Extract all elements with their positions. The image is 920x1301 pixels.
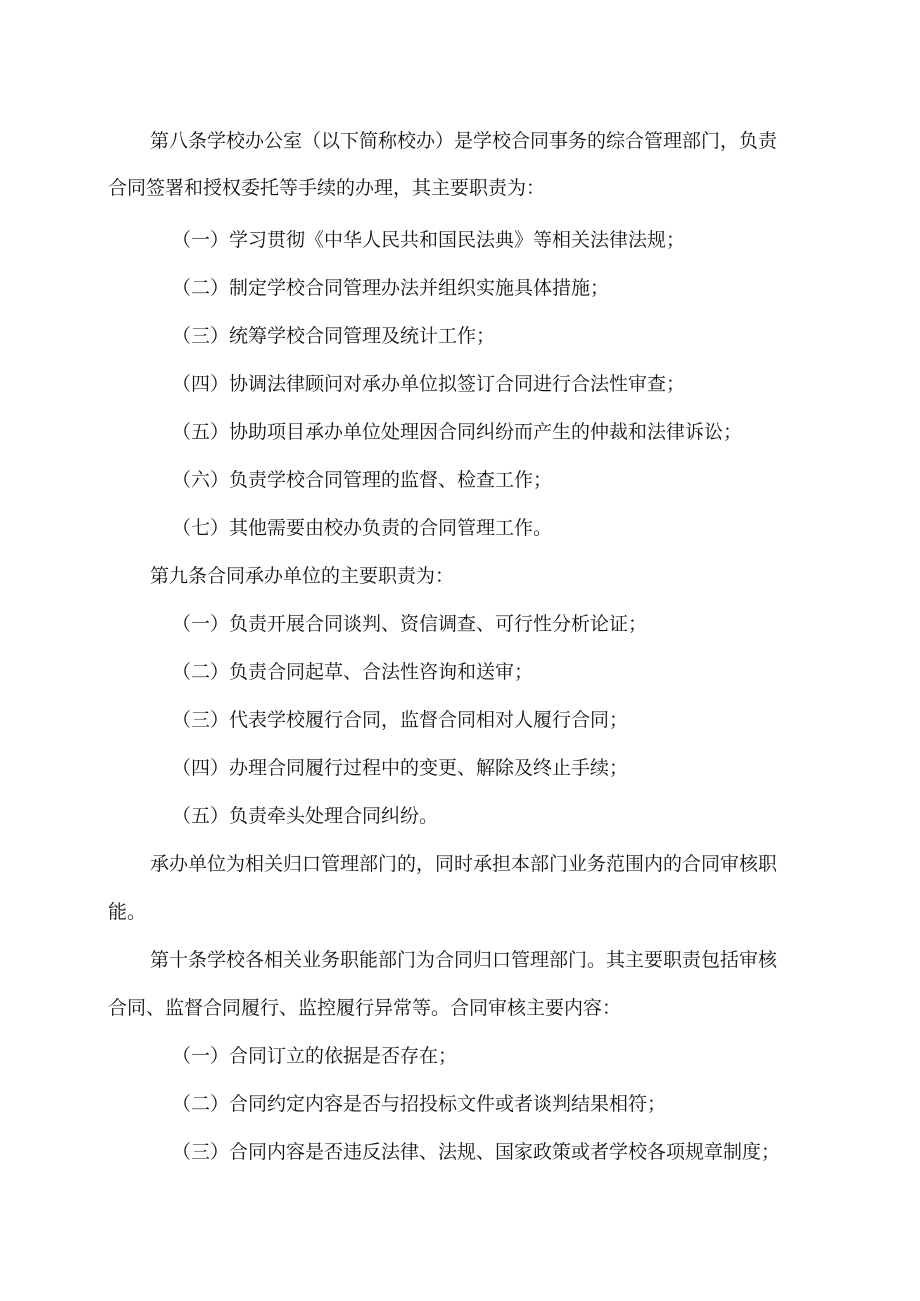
- article-8-item-5: （五）协助项目承办单位处理因合同纠纷而产生的仲裁和法律诉讼；: [172, 421, 743, 443]
- article-9-item-2: （二）负责合同起草、合法性咨询和送审；: [172, 661, 534, 683]
- article-8-paragraph: 第八条学校办公室（以下简称校办）是学校合同事务的综合管理部门，负责: [150, 130, 778, 152]
- article-10-item-2: （二）合同约定内容是否与招投标文件或者谈判结果相符；: [172, 1093, 667, 1115]
- undertaking-unit-paragraph-cont: 能。: [108, 901, 147, 923]
- article-10-paragraph: 第十条学校各相关业务职能部门为合同归口管理部门。其主要职责包括审核: [150, 949, 778, 971]
- article-8-item-7: （七）其他需要由校办负责的合同管理工作。: [172, 517, 553, 539]
- article-8-item-4: （四）协调法律顾问对承办单位拟签订合同进行合法性审查；: [172, 373, 686, 395]
- article-9-paragraph: 第九条合同承办单位的主要职责为：: [150, 565, 455, 587]
- article-8-item-2: （二）制定学校合同管理办法并组织实施具体措施；: [172, 277, 610, 299]
- article-8-paragraph-cont: 合同签署和授权委托等手续的办理，其主要职责为：: [108, 177, 546, 199]
- article-9-item-5: （五）负责牵头处理合同纠纷。: [172, 805, 439, 827]
- article-9-item-3: （三）代表学校履行合同，监督合同相对人履行合同；: [172, 709, 629, 731]
- article-10-paragraph-cont: 合同、监督合同履行、监控履行异常等。合同审核主要内容：: [108, 997, 622, 1019]
- article-9-item-4: （四）办理合同履行过程中的变更、解除及终止手续；: [172, 757, 629, 779]
- article-9-item-1: （一）负责开展合同谈判、资信调查、可行性分析论证；: [172, 613, 648, 635]
- article-8-item-3: （三）统筹学校合同管理及统计工作；: [172, 325, 496, 347]
- article-10-item-1: （一）合同订立的依据是否存在；: [172, 1045, 458, 1067]
- article-8-item-6: （六）负责学校合同管理的监督、检查工作；: [172, 469, 553, 491]
- article-10-item-3: （三）合同内容是否违反法律、法规、国家政策或者学校各项规章制度；: [172, 1141, 781, 1163]
- undertaking-unit-paragraph: 承办单位为相关归口管理部门的，同时承担本部门业务范围内的合同审核职: [150, 853, 778, 875]
- article-8-item-1: （一）学习贯彻《中华人民共和国民法典》等相关法律法规；: [172, 229, 686, 251]
